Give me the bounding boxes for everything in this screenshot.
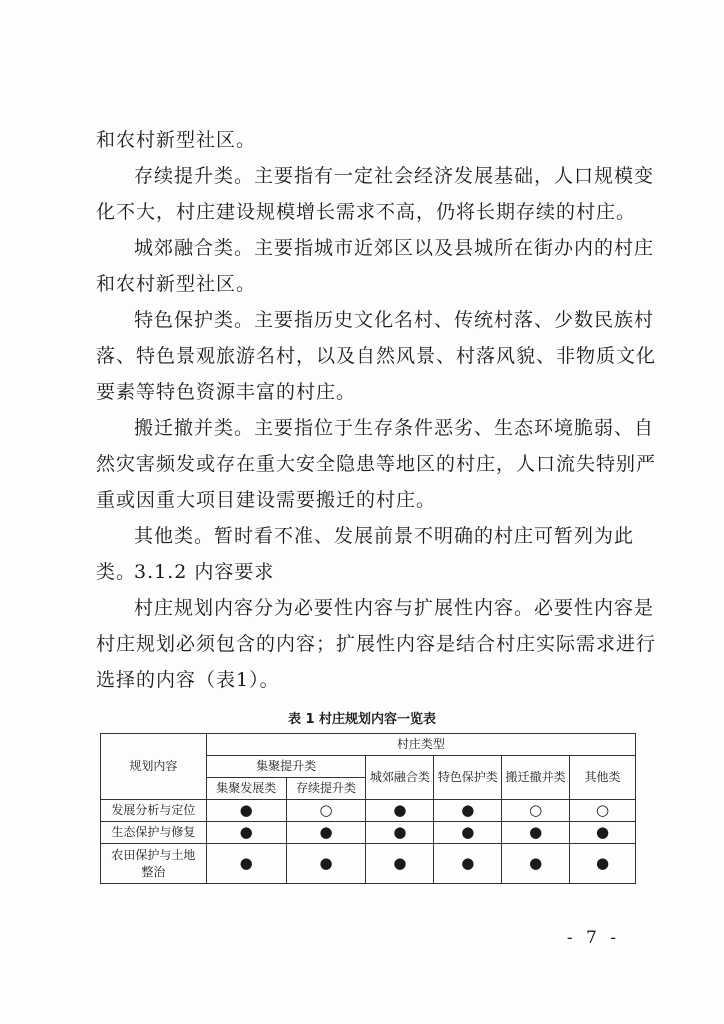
table-col-header: 城郊融合类	[366, 756, 434, 800]
page-number: - 7 -	[566, 928, 620, 948]
table-caption: 表 1 村庄规划内容一览表	[287, 712, 437, 727]
table-col-header: 存续提升类	[286, 778, 366, 800]
table-row-label: 发展分析与定位	[101, 800, 207, 822]
paragraph-tese: 特色保护类。主要指历史文化名村、传统村落、少数民族村落、特色景观旅游名村，以及自然风景、村落风貌、非物质文化要素等特色资源丰富的村庄。	[96, 309, 657, 403]
table-mark: ○	[502, 800, 570, 822]
table-col-header: 特色保护类	[434, 756, 502, 800]
table-mark: ●	[206, 844, 286, 884]
table-col-header: 其他类	[570, 756, 636, 800]
paragraph-banqian: 搬迁撤并类。主要指位于生存条件恶劣、生态环境脆弱、自然灾害频发或存在重大安全隐患等地区的村庄，人口流失特别严重或因重大项目建设需要搬迁的村庄。	[96, 417, 657, 511]
paragraph-continuation: 和农村新型社区。	[96, 129, 257, 151]
table-mark: ●	[366, 822, 434, 844]
table-mark: ●	[286, 844, 366, 884]
table-mark: ●	[434, 844, 502, 884]
table-row-label: 生态保护与修复	[101, 822, 207, 844]
table-mark: ●	[206, 800, 286, 822]
table-row	[101, 844, 636, 884]
section-heading: 3.1.2 内容要求	[134, 561, 275, 583]
table-col-header: 搬迁撤并类	[502, 756, 570, 800]
table-mark: ●	[434, 800, 502, 822]
table-mark: ●	[434, 822, 502, 844]
table-row-label: 农田保护与土地整治	[101, 844, 207, 884]
table-mark: ●	[570, 822, 636, 844]
planning-content-table	[100, 733, 636, 884]
paragraph-chengjiao: 城郊融合类。主要指城市近郊区以及县城所在街办内的村庄和农村新型社区。	[96, 237, 655, 295]
table-mark: ●	[502, 822, 570, 844]
table-mark: ●	[366, 800, 434, 822]
table-group-header: 村庄类型	[206, 734, 635, 756]
table-subgroup-header: 集聚提升类	[206, 756, 366, 778]
table-mark: ●	[286, 822, 366, 844]
table-row	[101, 822, 636, 844]
table-mark: ●	[366, 844, 434, 884]
paragraph-qita: 其他类。暂时看不准、发展前景不明确的村庄可暂列为此类。	[96, 525, 635, 583]
table-mark: ●	[570, 844, 636, 884]
table-mark: ●	[502, 844, 570, 884]
table-mark: ○	[570, 800, 636, 822]
table-mark: ○	[286, 800, 366, 822]
table-row	[101, 800, 636, 822]
table-corner-header: 规划内容	[101, 734, 207, 800]
paragraph-cunxu: 存续提升类。主要指有一定社会经济发展基础，人口规模变化不大，村庄建设规模增长需求不高，仍将长期存续的村庄。	[96, 165, 655, 223]
paragraph-neirong: 村庄规划内容分为必要性内容与扩展性内容。必要性内容是村庄规划必须包含的内容；扩展性内容是结合村庄实际需求进行选择的内容（表1）。	[96, 597, 657, 691]
table-mark: ●	[206, 822, 286, 844]
table-col-header: 集聚发展类	[206, 778, 286, 800]
